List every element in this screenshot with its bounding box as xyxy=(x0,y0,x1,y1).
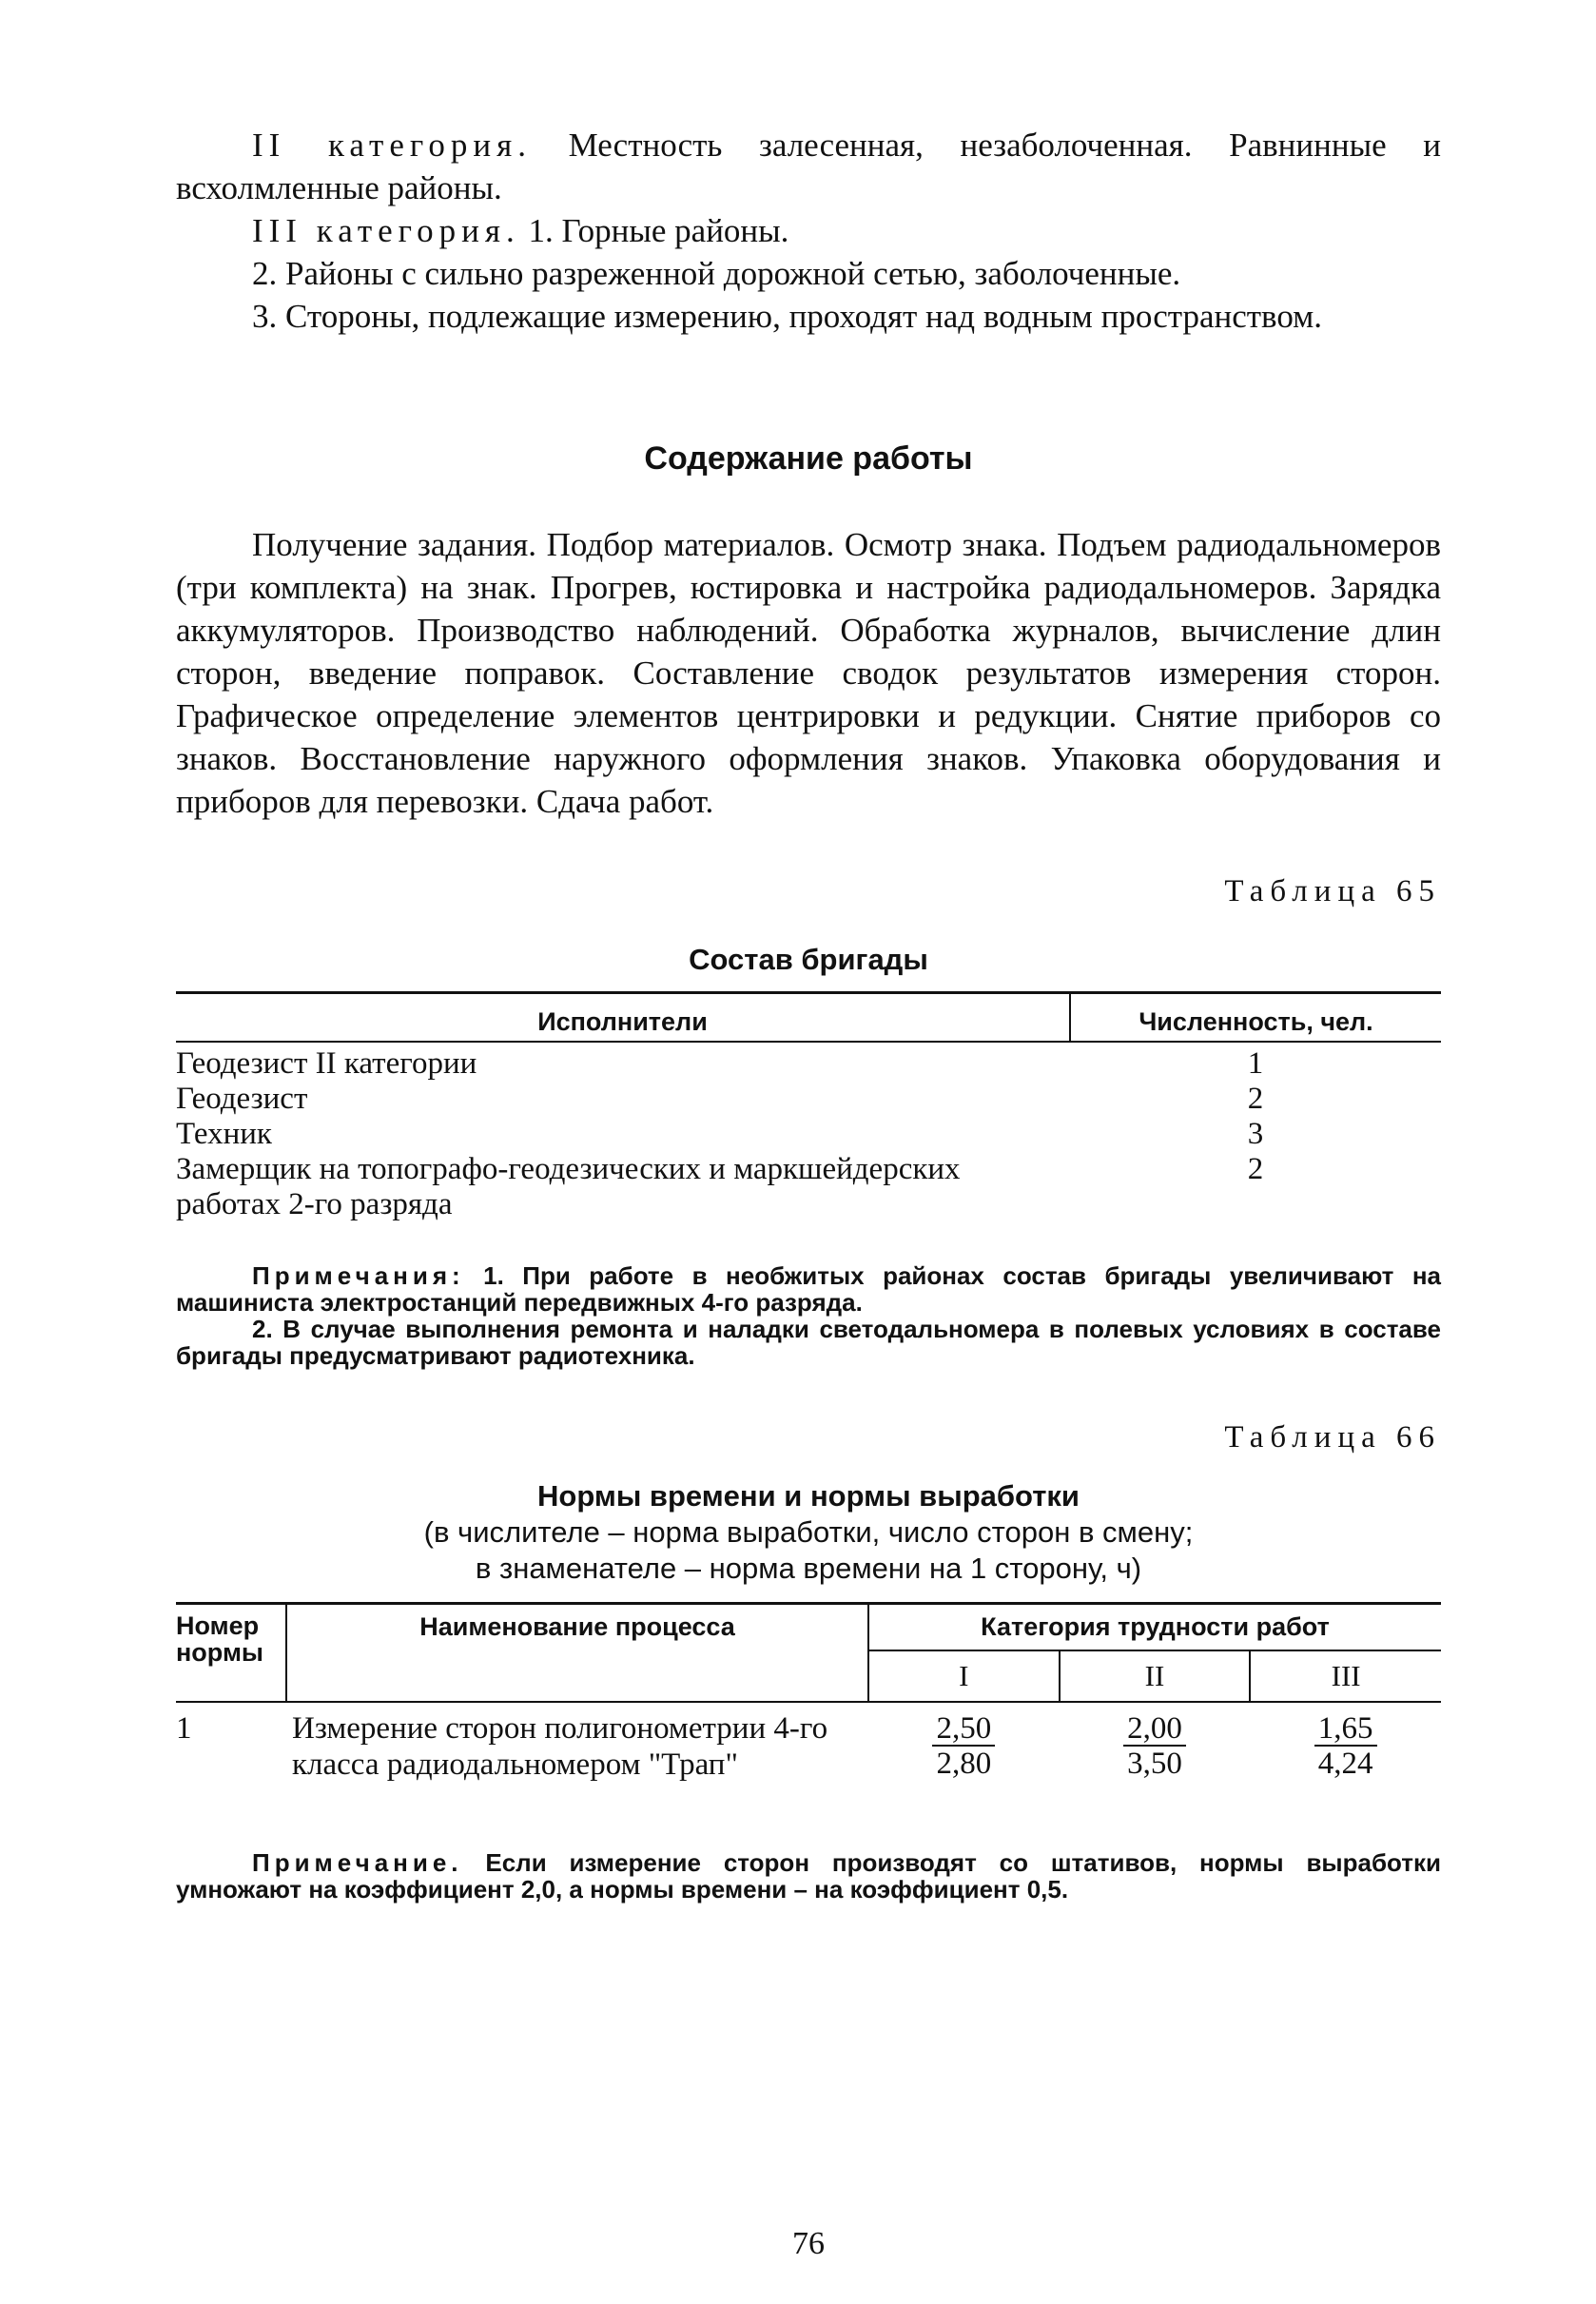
header-category-2: II xyxy=(1060,1650,1251,1702)
category-3-item-3: 3. Стороны, подлежащие измерению, проходят над водным пространством. xyxy=(252,298,1323,335)
performer-name: Замерщик на топографо-геодезических и маркшейдерских работах 2-го разряда xyxy=(176,1152,961,1221)
process-name: Измерение сторон полигонометрии 4-го класса радиодальномером "Трап" xyxy=(292,1711,828,1782)
output-norm-2: 2,00 xyxy=(1123,1712,1186,1747)
performer-name: Геодезист xyxy=(176,1082,308,1116)
header-norm-number: Номер нормы xyxy=(176,1604,286,1703)
performer-count: 1 xyxy=(1247,1046,1264,1081)
output-norm-1: 2,50 xyxy=(932,1712,995,1747)
notes-label: Примечания: xyxy=(252,1261,465,1290)
time-norm-2: 3,50 xyxy=(1127,1747,1182,1781)
table-65-note-2: 2. В случае выполнения ремонта и наладки светодальномера в полевых условиях в составе бригады предусматривают радиотехника. xyxy=(176,1315,1441,1370)
category-3-paragraph xyxy=(176,209,1441,252)
work-content-heading: Содержание работы xyxy=(644,440,973,477)
table-65-label: Таблица 65 xyxy=(1224,874,1441,908)
document-page xyxy=(176,124,1441,2261)
performer-name: Техник xyxy=(176,1117,272,1151)
category-2-label: II категория. xyxy=(252,127,532,164)
norm-category-2 xyxy=(1060,1702,1251,1783)
table-row xyxy=(176,1117,1441,1152)
table-65-title: Состав бригады xyxy=(689,943,928,976)
norm-number: 1 xyxy=(176,1711,192,1746)
table-row xyxy=(176,1152,1441,1222)
header-process: Наименование процесса xyxy=(286,1604,868,1703)
table-65-note-1 xyxy=(176,1262,1441,1316)
header-category: Категория трудности работ xyxy=(868,1604,1441,1651)
category-3-item-1: 1. Горные районы. xyxy=(519,212,789,249)
table-row xyxy=(176,1042,1441,1082)
time-norm-3: 4,24 xyxy=(1317,1747,1373,1781)
output-norm-3: 1,65 xyxy=(1314,1712,1377,1747)
table-66-title-2: (в числителе – норма выработки, число сторон в смену; xyxy=(423,1515,1194,1549)
category-3-item-2: 2. Районы с сильно разреженной дорожной сетью, заболоченные. xyxy=(252,255,1181,292)
page-number: 76 xyxy=(792,2226,825,2261)
table-66-note xyxy=(176,1849,1441,1903)
category-2-paragraph xyxy=(176,124,1441,209)
note-label: Примечание. xyxy=(252,1848,463,1877)
header-performers: Исполнители xyxy=(176,993,1070,1043)
category-3-label: III категория. xyxy=(252,212,520,249)
header-category-3: III xyxy=(1250,1650,1441,1702)
header-count: Численность, чел. xyxy=(1070,993,1441,1043)
table-66 xyxy=(176,1602,1441,1783)
table-66-title-1: Нормы времени и нормы выработки xyxy=(537,1479,1080,1513)
norm-category-1 xyxy=(868,1702,1060,1783)
work-content-text: Получение задания. Подбор материалов. Осмотр знака. Подъем радиодальномеров (три комплекта) на знак. Прогрев, юстировка и настройка радиодальномеров. Зарядка аккумуляторов. Производство наблюдений. Обработка журналов, вычисление длин сторон, введение поправок. Составление сводок результатов измерения сторон. Графическое определение элементов центрировки и редукции. Снятие приборов со знаков. Восстановление наружного оформления знаков. Упаковка оборудования и приборов для перевозки. Сдача работ. xyxy=(176,526,1441,820)
performer-count: 3 xyxy=(1247,1117,1264,1151)
table-row xyxy=(176,1702,1441,1783)
table-66-title-3: в знаменателе – норма времени на 1 сторону, ч) xyxy=(475,1552,1142,1585)
category-2-text: Местность залесенная, незаболоченная. Равнинные и всхолмленные районы. xyxy=(176,127,1441,206)
performer-name: Геодезист II категории xyxy=(176,1046,477,1081)
performer-count: 2 xyxy=(1247,1082,1264,1116)
note-text: Если измерение сторон производят со штативов, нормы выработки умножают на коэффициент 2,0, а нормы времени – на коэффициент 0,5. xyxy=(176,1848,1441,1904)
table-66-label: Таблица 66 xyxy=(1224,1420,1441,1455)
performer-count: 2 xyxy=(1247,1152,1264,1186)
header-category-1: I xyxy=(868,1650,1060,1702)
table-row xyxy=(176,1082,1441,1117)
note-1-text: 1. При работе в необжитых районах состав бригады увеличивают на машиниста электростанций передвижных 4-го разряда. xyxy=(176,1261,1441,1317)
norm-category-3 xyxy=(1250,1702,1441,1783)
table-65 xyxy=(176,991,1441,1222)
time-norm-1: 2,80 xyxy=(936,1747,992,1781)
